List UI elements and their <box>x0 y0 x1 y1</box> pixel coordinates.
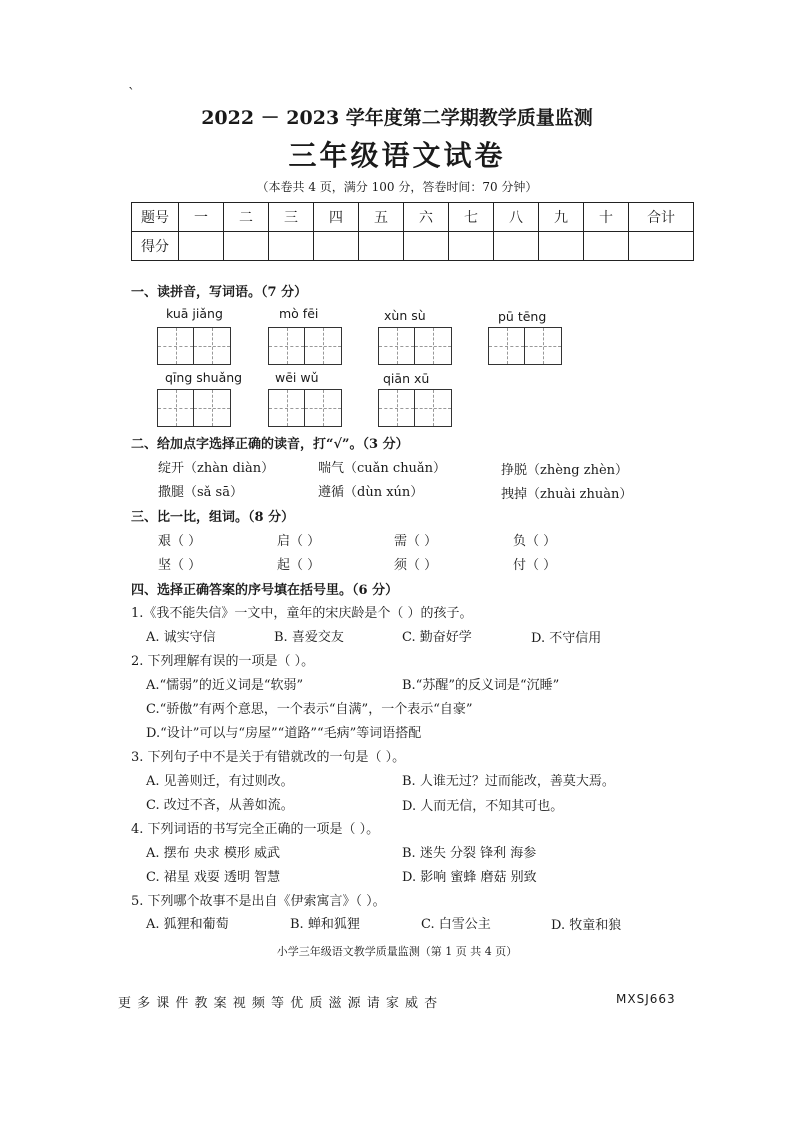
compare-item[interactable]: 启（ ） <box>277 534 321 549</box>
page-footer: 小学三年级语文教学质量监测（第 1 页 共 4 页） <box>276 945 518 958</box>
question-3: 3. 下列句子中不是关于有错就改的一句是（ ）。 <box>131 750 406 765</box>
reading-choice-item[interactable]: 遵循（dùn xún） <box>318 485 424 500</box>
option-item[interactable]: D. 牧童和狼 <box>551 918 622 933</box>
option-item[interactable]: A. 狐狸和葡萄 <box>146 917 229 932</box>
compare-item[interactable]: 坚（ ） <box>158 558 202 573</box>
score-header-cell: 四 <box>314 203 359 232</box>
compare-item[interactable]: 需（ ） <box>394 534 438 549</box>
score-cell[interactable] <box>404 232 449 261</box>
reading-choice-item[interactable]: 绽开（zhàn diàn） <box>158 461 275 476</box>
pinyin-prompt: qīng shuǎng <box>165 370 243 385</box>
option-item[interactable]: B.“苏醒”的反义词是“沉睡” <box>402 678 560 693</box>
exam-title-line1: 2022 － 2023 学年度第二学期教学质量监测 <box>201 107 593 129</box>
score-header-cell: 十 <box>584 203 629 232</box>
pinyin-prompt: pū tēng <box>498 309 547 324</box>
pinyin-prompt: wēi wǔ <box>275 370 319 385</box>
compare-item[interactable]: 须（ ） <box>394 558 438 573</box>
reading-choice-item[interactable]: 撒腿（sǎ sā） <box>158 485 243 500</box>
pinyin-prompt: kuā jiǎng <box>166 306 223 321</box>
score-header-cell: 九 <box>539 203 584 232</box>
score-header-cell: 二 <box>224 203 269 232</box>
pinyin-prompt: xùn sù <box>384 308 426 323</box>
score-table <box>131 202 694 261</box>
option-item[interactable]: C. 改过不吝，从善如流。 <box>146 798 294 813</box>
option-item[interactable]: C. 白雪公主 <box>421 917 491 932</box>
writing-grid[interactable] <box>268 389 342 427</box>
score-table-header-row <box>132 203 694 232</box>
pinyin-prompt: mò fēi <box>279 306 319 321</box>
question-4: 4. 下列词语的书写完全正确的一项是（ ）。 <box>131 822 380 837</box>
writing-grid[interactable] <box>378 327 452 365</box>
reading-choice-item[interactable]: 拽掉（zhuài zhuàn） <box>501 487 633 502</box>
option-item[interactable]: D. 人而无信，不知其可也。 <box>402 799 564 814</box>
option-item[interactable]: B. 喜爱交友 <box>274 630 344 645</box>
reading-choice-item[interactable]: 挣脱（zhèng zhèn） <box>501 463 629 478</box>
option-item[interactable]: C. 勤奋好学 <box>402 630 472 645</box>
score-header-cell: 五 <box>359 203 404 232</box>
score-cell[interactable] <box>449 232 494 261</box>
option-item[interactable]: A. 摆布 央求 模形 威武 <box>146 846 281 861</box>
score-header-cell: 题号 <box>132 203 179 232</box>
question-1: 1.《我不能失信》一文中，童年的宋庆龄是个（ ）的孩子。 <box>131 606 473 621</box>
score-cell[interactable] <box>539 232 584 261</box>
writing-grid[interactable] <box>157 327 231 365</box>
compare-item[interactable]: 起（ ） <box>277 558 321 573</box>
score-header-cell: 七 <box>449 203 494 232</box>
score-cell[interactable] <box>314 232 359 261</box>
score-header-cell: 六 <box>404 203 449 232</box>
score-cell[interactable] <box>179 232 224 261</box>
option-item[interactable]: D. 影响 蜜蜂 磨菇 别致 <box>402 870 537 885</box>
section3-heading: 三、比一比，组词。（8 分） <box>131 510 295 525</box>
score-cell[interactable] <box>584 232 629 261</box>
reading-choice-item[interactable]: 喘气（cuǎn chuǎn） <box>318 461 447 476</box>
score-table-score-row <box>132 232 694 261</box>
promo-text: 更 多 课 件 教 案 视 频 等 优 质 滋 源 请 家 威 杏 <box>118 996 439 1011</box>
option-item[interactable]: C.“骄傲”有两个意思，一个表示“自满”，一个表示“自豪” <box>146 702 473 717</box>
score-cell[interactable] <box>629 232 694 261</box>
writing-grid[interactable] <box>268 327 342 365</box>
writing-grid[interactable] <box>488 327 562 365</box>
score-cell[interactable] <box>224 232 269 261</box>
compare-item[interactable]: 负（ ） <box>513 534 557 549</box>
score-header-cell: 一 <box>179 203 224 232</box>
section1-heading: 一、读拼音，写词语。（7 分） <box>131 285 308 300</box>
section4-heading: 四、选择正确答案的序号填在括号里。（6 分） <box>131 583 399 598</box>
writing-grid[interactable] <box>157 389 231 427</box>
score-header-cell: 合计 <box>629 203 694 232</box>
option-item[interactable]: C. 裙星 戏耍 透明 智慧 <box>146 870 281 885</box>
score-cell[interactable] <box>359 232 404 261</box>
writing-grid[interactable] <box>378 389 452 427</box>
option-item[interactable]: B. 蝉和狐狸 <box>290 917 360 932</box>
section2-heading: 二、给加点字选择正确的读音，打“√”。（3 分） <box>131 437 409 452</box>
option-item[interactable]: A. 见善则迁，有过则改。 <box>146 774 294 789</box>
score-header-cell: 三 <box>269 203 314 232</box>
score-header-cell: 八 <box>494 203 539 232</box>
pinyin-prompt: qiān xū <box>383 371 430 386</box>
exam-title: 三年级语文试卷 <box>288 139 506 172</box>
option-item[interactable]: B. 迷失 分裂 锋利 海参 <box>402 846 537 861</box>
doc-code: MXSJ663 <box>616 992 676 1006</box>
option-item[interactable]: A.“懦弱”的近义词是“软弱” <box>146 678 304 693</box>
option-item[interactable]: D. 不守信用 <box>531 631 602 646</box>
option-item[interactable]: A. 诚实守信 <box>146 630 216 645</box>
compare-item[interactable]: 付（ ） <box>513 558 557 573</box>
question-5: 5. 下列哪个故事不是出自《伊索寓言》（ ）。 <box>131 894 386 909</box>
corner-mark: ` <box>128 86 135 102</box>
score-row-label: 得分 <box>132 232 179 261</box>
option-item[interactable]: D.“设计”可以与“房屋”“道路”“毛病”等词语搭配 <box>146 726 422 741</box>
question-2: 2. 下列理解有误的一项是（ ）。 <box>131 654 315 669</box>
compare-item[interactable]: 艰（ ） <box>158 534 202 549</box>
score-cell[interactable] <box>494 232 539 261</box>
exam-subtitle: （本卷共 4 页，满分 100 分，答卷时间：70 分钟） <box>256 180 538 194</box>
score-cell[interactable] <box>269 232 314 261</box>
option-item[interactable]: B. 人谁无过？过而能改，善莫大焉。 <box>402 774 615 789</box>
